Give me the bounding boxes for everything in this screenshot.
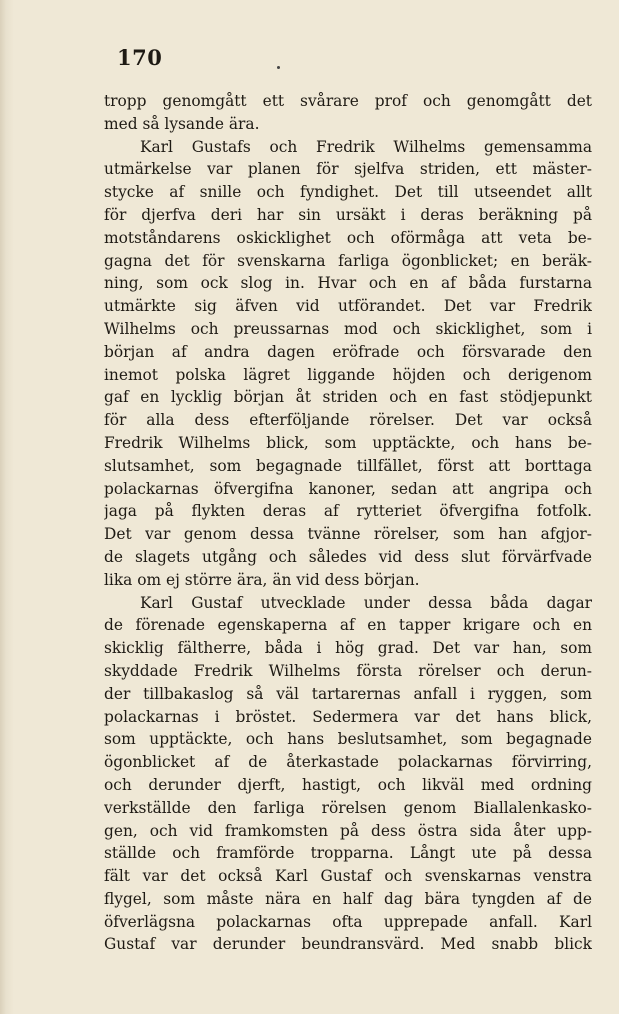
text-line: motståndarens oskicklighet och oförmåga att veta be- [104, 228, 592, 247]
text-line: Wilhelms och preussarnas mod och skicklighet, som i [104, 319, 592, 338]
text-line: de slagets utgång och således vid dess slut förvärfvade [104, 547, 592, 566]
text-line: utmärkte sig äfven vid utförandet. Det var Fredrik [104, 297, 592, 316]
body-text [104, 90, 592, 956]
text-line: öfverlägsna polackarnas ofta upprepade anfall. Karl [104, 912, 592, 931]
text-line: skyddade Fredrik Wilhelms första rörelser och derun- [104, 661, 592, 680]
print-dot-mark [277, 66, 280, 69]
text-line: med så lysande ära. [104, 114, 260, 133]
text-line: Karl Gustaf utvecklade under dessa båda dagar [140, 593, 592, 612]
text-line: som upptäckte, och hans beslutsamhet, som begagnade [104, 730, 592, 749]
text-line: och derunder djerft, hastigt, och likväl med ordning [104, 775, 592, 794]
text-line: Gustaf var derunder beundransvärd. Med snabb blick [104, 935, 592, 954]
text-line: fält var det också Karl Gustaf och svenskarnas venstra [104, 867, 592, 886]
page-number: 170 [117, 45, 163, 70]
text-line: ögonblicket af de återkastade polackarnas förvirring, [104, 753, 592, 772]
text-line: för djerfva deri har sin ursäkt i deras beräkning på [104, 205, 592, 224]
text-line: för alla dess efterföljande rörelser. Det var också [104, 411, 592, 430]
text-line: Fredrik Wilhelms blick, som upptäckte, och hans be- [104, 433, 592, 452]
text-line: jaga på flykten deras af rytteriet öfvergifna fotfolk. [104, 502, 592, 521]
text-line: början af andra dagen eröfrade och försvarade den [104, 342, 592, 361]
text-line: verkställde den farliga rörelsen genom Biallalenkasko- [104, 798, 592, 817]
text-line: de förenade egenskaperna af en tapper krigare och en [104, 616, 592, 635]
text-line: der tillbakaslog så väl tartarernas anfall i ryggen, som [104, 684, 592, 703]
text-line: skicklig fältherre, båda i hög grad. Det var han, som [104, 639, 592, 658]
text-line: slutsamhet, som begagnade tillfället, först att borttaga [104, 456, 592, 475]
text-line: Karl Gustafs och Fredrik Wilhelms gemensamma [140, 137, 592, 156]
text-line: ning, som ock slog in. Hvar och en af båda furstarna [104, 274, 592, 293]
text-line: ställde och framförde tropparna. Långt ute på dessa [104, 844, 592, 863]
text-line: tropp genomgått ett svårare prof och genomgått det [104, 92, 592, 110]
text-line: flygel, som måste nära en half dag bära tyngden af de [104, 889, 592, 908]
text-line: gen, och vid framkomsten på dess östra sida åter upp- [104, 821, 592, 840]
text-line: polackarnas i bröstet. Sedermera var det hans blick, [104, 707, 592, 726]
text-line: utmärkelse var planen för sjelfva striden, ett mäster- [104, 160, 592, 179]
text-line: gaf en lycklig början åt striden och en fast stödjepunkt [104, 388, 592, 407]
text-line: stycke af snille och fyndighet. Det till utseendet allt [104, 183, 592, 202]
text-line: inemot polska lägret liggande höjden och derigenom [104, 365, 592, 384]
text-line: lika om ej större ära, än vid dess början. [104, 570, 420, 589]
text-line: polackarnas öfvergifna kanoner, sedan att angripa och [104, 479, 592, 498]
text-line: Det var genom dessa tvänne rörelser, som han afgjor- [104, 525, 592, 544]
text-line: gagna det för svenskarna farliga ögonblicket; en beräk- [104, 251, 592, 270]
